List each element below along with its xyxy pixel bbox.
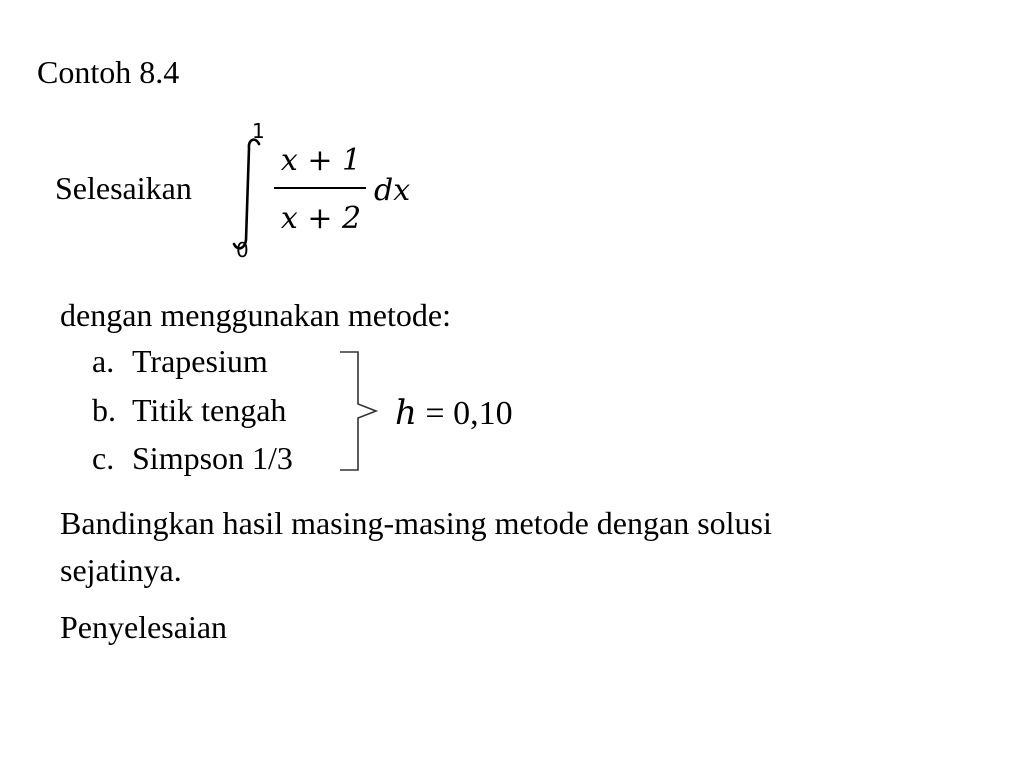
- differential: dx: [374, 173, 411, 208]
- integral-lower-limit: 0: [236, 238, 249, 262]
- methods-intro: dengan menggunakan metode:: [60, 297, 451, 333]
- step-variable: h: [395, 393, 417, 433]
- method-item-titik-tengah: [92, 390, 286, 430]
- step-equals: =: [425, 395, 445, 432]
- solution-heading: Penyelesaian: [60, 609, 228, 645]
- method-item-trapesium: [92, 341, 268, 381]
- task-label: Selesaikan: [55, 170, 192, 206]
- method-name: Titik tengah: [132, 392, 287, 428]
- method-letter: c.: [92, 440, 115, 476]
- method-letter: a.: [92, 343, 115, 379]
- fraction-numerator: x + 1: [280, 143, 362, 178]
- integral-upper-limit: 1: [252, 119, 265, 143]
- slide-title: Contoh 8.4: [37, 54, 180, 90]
- step-size: [395, 393, 513, 434]
- integral-sign-icon: [234, 140, 259, 249]
- method-letter: b.: [92, 392, 116, 428]
- method-item-simpson: [92, 438, 293, 478]
- method-name: Trapesium: [132, 343, 268, 379]
- compare-instruction: Bandingkan hasil masing-masing metode dengan solusi sejatinya.: [60, 505, 772, 588]
- method-name: Simpson 1/3: [132, 440, 293, 476]
- step-value: 0,10: [453, 395, 513, 432]
- fraction-denominator: x + 2: [280, 201, 362, 236]
- integral-expression: [228, 112, 428, 272]
- right-brace-icon: [336, 348, 396, 474]
